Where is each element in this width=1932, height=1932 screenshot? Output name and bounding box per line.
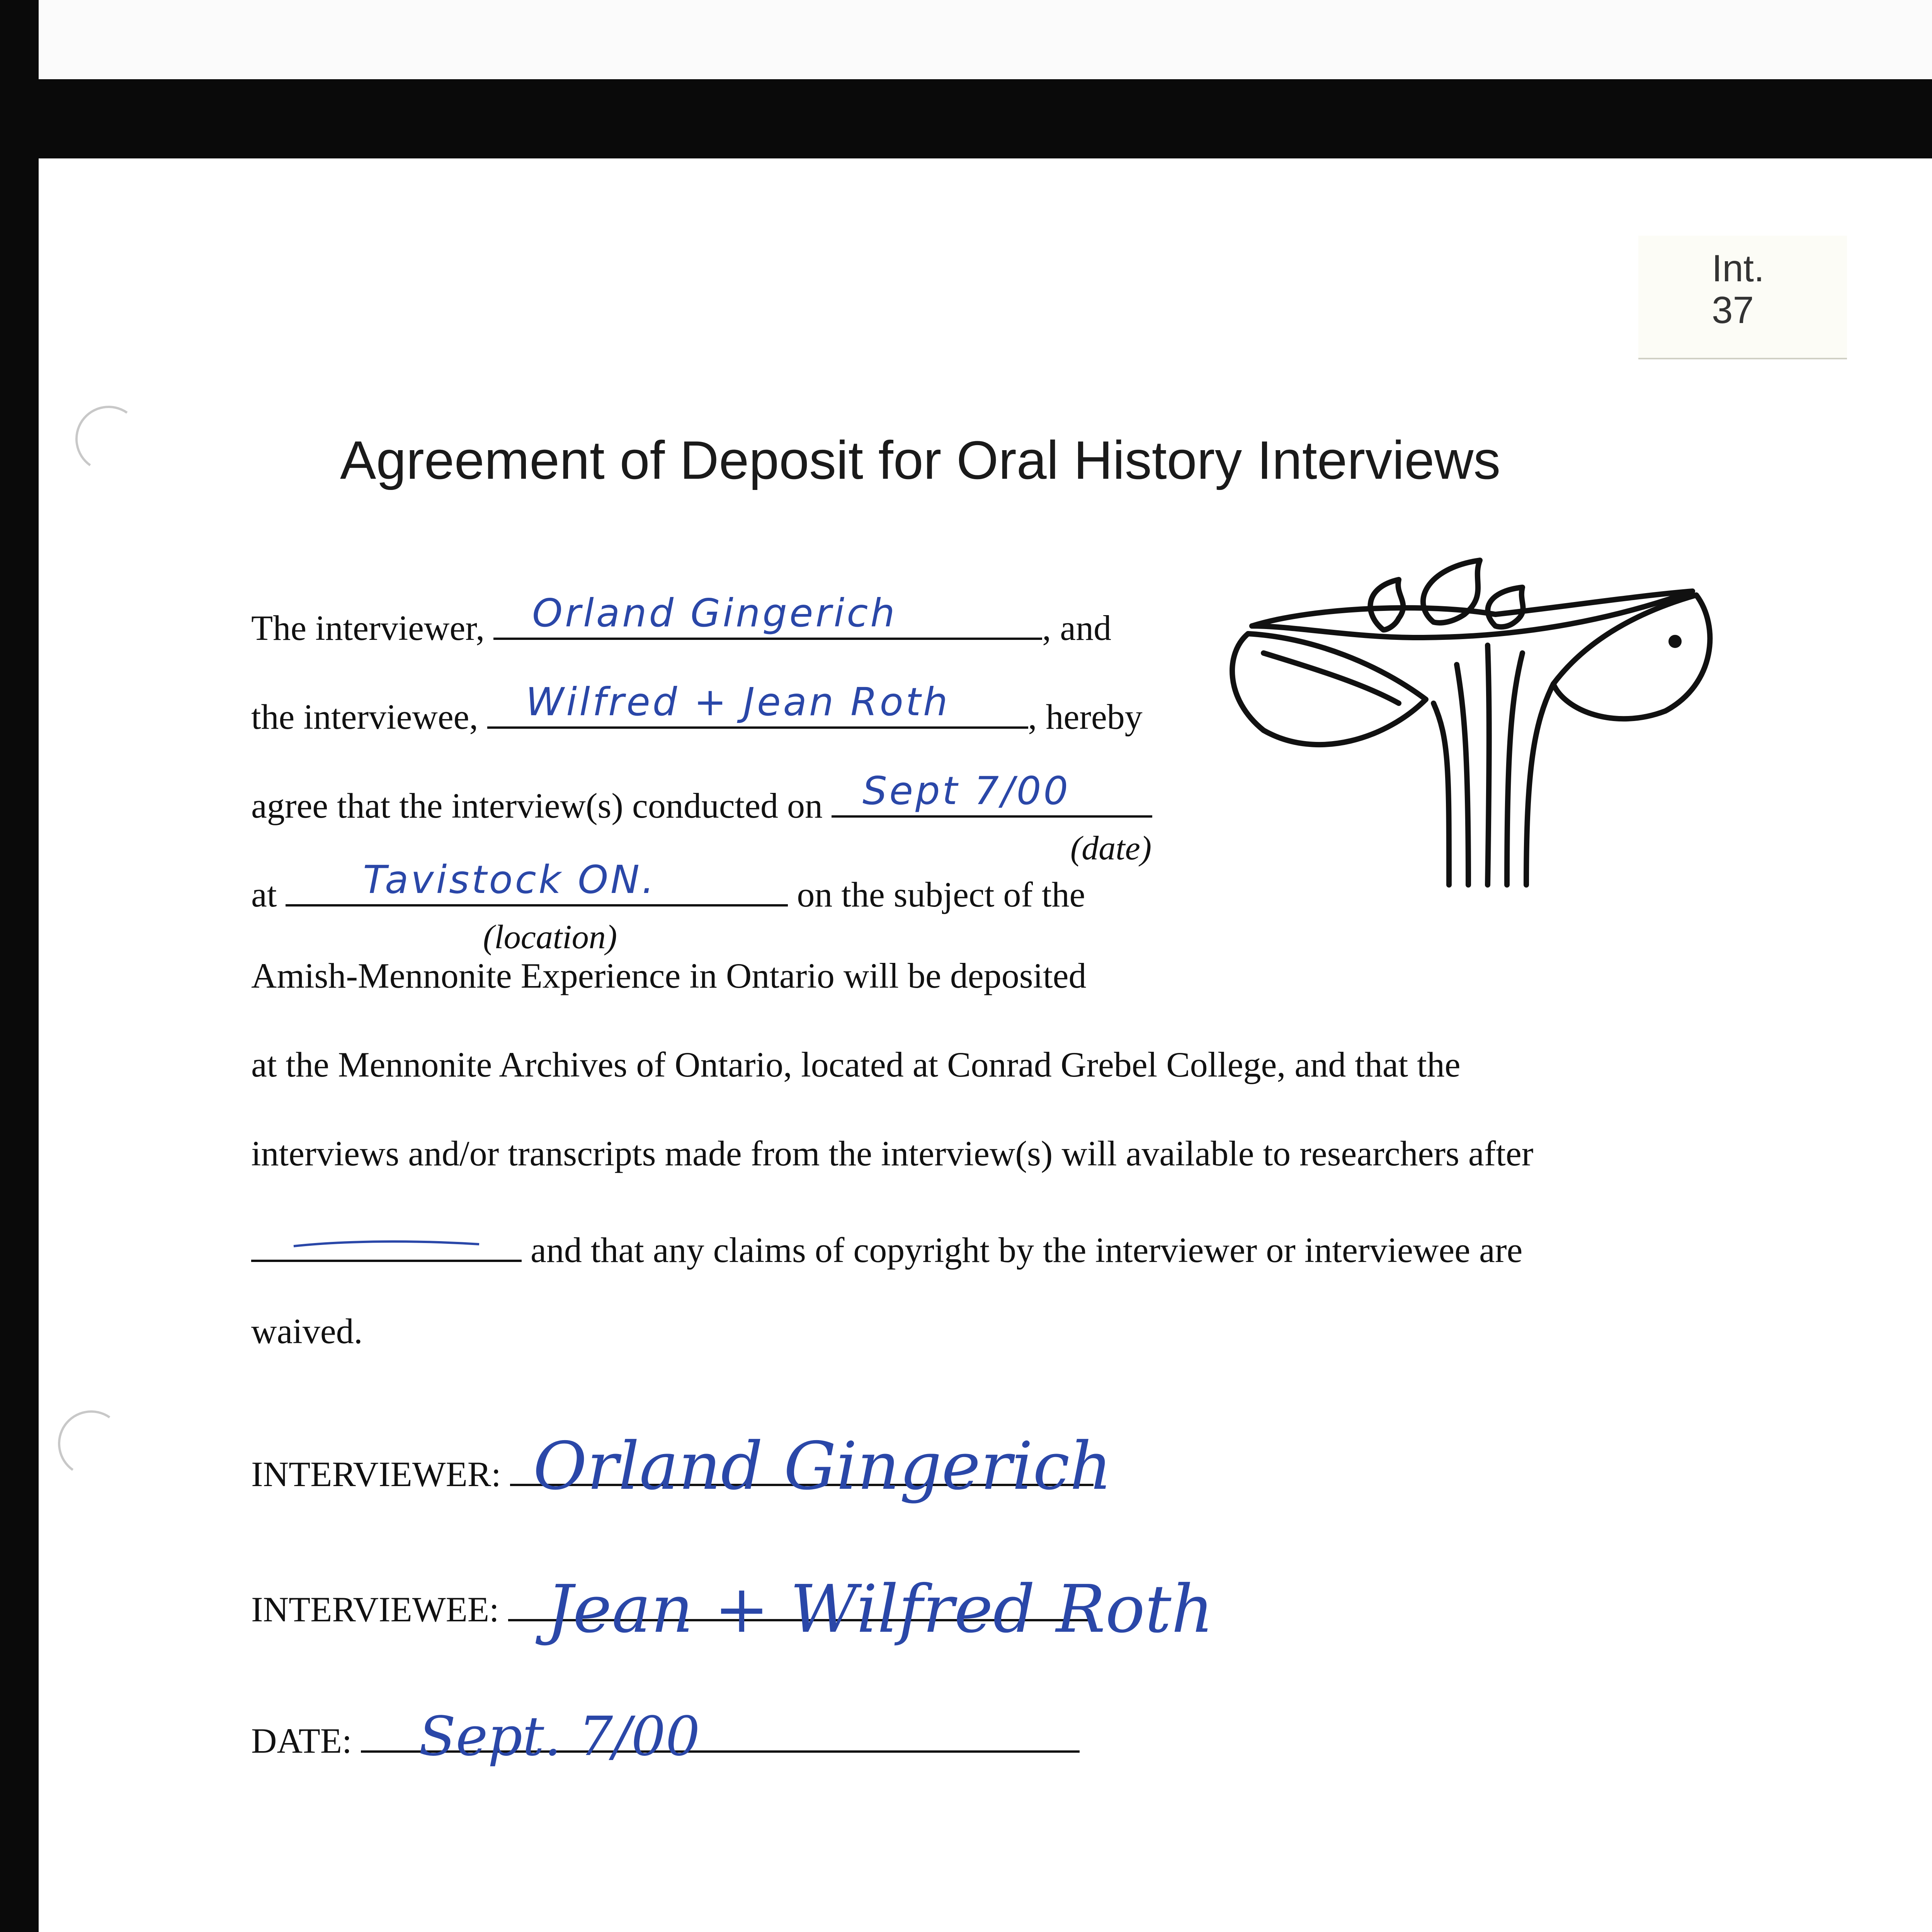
embargo-dash-mark (290, 1236, 483, 1252)
agreement-line-1 (251, 590, 1112, 649)
agreement-line-9: waived. (251, 1311, 363, 1351)
archive-tag-line2: 37 (1712, 289, 1754, 331)
at-prefix: at (251, 875, 277, 914)
agreement-line-5: Amish-Mennonite Experience in Ontario will be deposited (251, 956, 1087, 995)
location-caption: (location) (483, 918, 617, 956)
interviewee-signature-row (251, 1571, 1214, 1648)
interviewee-prefix: the interviewee, (251, 697, 478, 736)
agreement-line-7: interviews and/or transcripts made from the interview(s) will available to researchers after (251, 1134, 1534, 1173)
document-page (39, 158, 1932, 1932)
location-handwritten: Tavistock ON. (363, 857, 656, 902)
agreement-line-6: at the Mennonite Archives of Ontario, located at Conrad Grebel College, and that the (251, 1045, 1461, 1084)
interviewer-signature-row (251, 1428, 1112, 1505)
archive-tag (1638, 236, 1847, 359)
conducted-on-prefix: agree that the interview(s) conducted on (251, 786, 823, 825)
subject-suffix: on the subject of the (797, 875, 1085, 914)
agreement-line-3 (251, 768, 1152, 827)
interviewer-prefix: The interviewer, (251, 608, 485, 648)
agreement-line-8 (251, 1221, 1522, 1271)
date-signature-row (251, 1705, 1080, 1768)
interviewee-label: INTERVIEWEE: (251, 1590, 499, 1629)
document-title: Agreement of Deposit for Oral History Interviews (340, 430, 1501, 490)
interviewee-name-handwritten: Wilfred + Jean Roth (526, 679, 950, 724)
agreement-line-4 (251, 857, 1085, 916)
interviewee-field (487, 679, 1028, 729)
copyright-text: and that any claims of copyright by the interviewer or interviewee are (531, 1230, 1523, 1270)
interviewer-signature: Orland Gingerich (533, 1428, 1112, 1505)
date-caption: (date) (1070, 830, 1152, 867)
interviewer-signature-line (510, 1428, 1112, 1505)
archive-tag-line1: Int. (1712, 247, 1765, 289)
date-label: DATE: (251, 1721, 352, 1760)
mennonite-logo (1217, 537, 1777, 923)
interviewer-field (493, 590, 1042, 640)
location-field (286, 857, 788, 906)
interviewee-signature-line (508, 1571, 1214, 1648)
agreement-line-2 (251, 679, 1143, 738)
embargo-field (251, 1221, 522, 1262)
scan-top-strip (39, 0, 1932, 79)
signed-date-handwritten: Sept. 7/00 (418, 1705, 700, 1768)
punch-hole (70, 400, 147, 477)
interviewee-signature: Jean + Wilfred Roth (546, 1571, 1214, 1648)
interview-date-field (832, 768, 1152, 818)
interviewer-label: INTERVIEWER: (251, 1454, 501, 1494)
interview-date-handwritten: Sept 7/00 (862, 768, 1071, 813)
interviewer-name-handwritten: Orland Gingerich (532, 590, 897, 636)
interviewee-suffix: , hereby (1028, 697, 1143, 736)
interviewer-suffix: , and (1042, 608, 1112, 648)
date-signature-line (361, 1705, 1080, 1768)
punch-hole (53, 1405, 129, 1482)
